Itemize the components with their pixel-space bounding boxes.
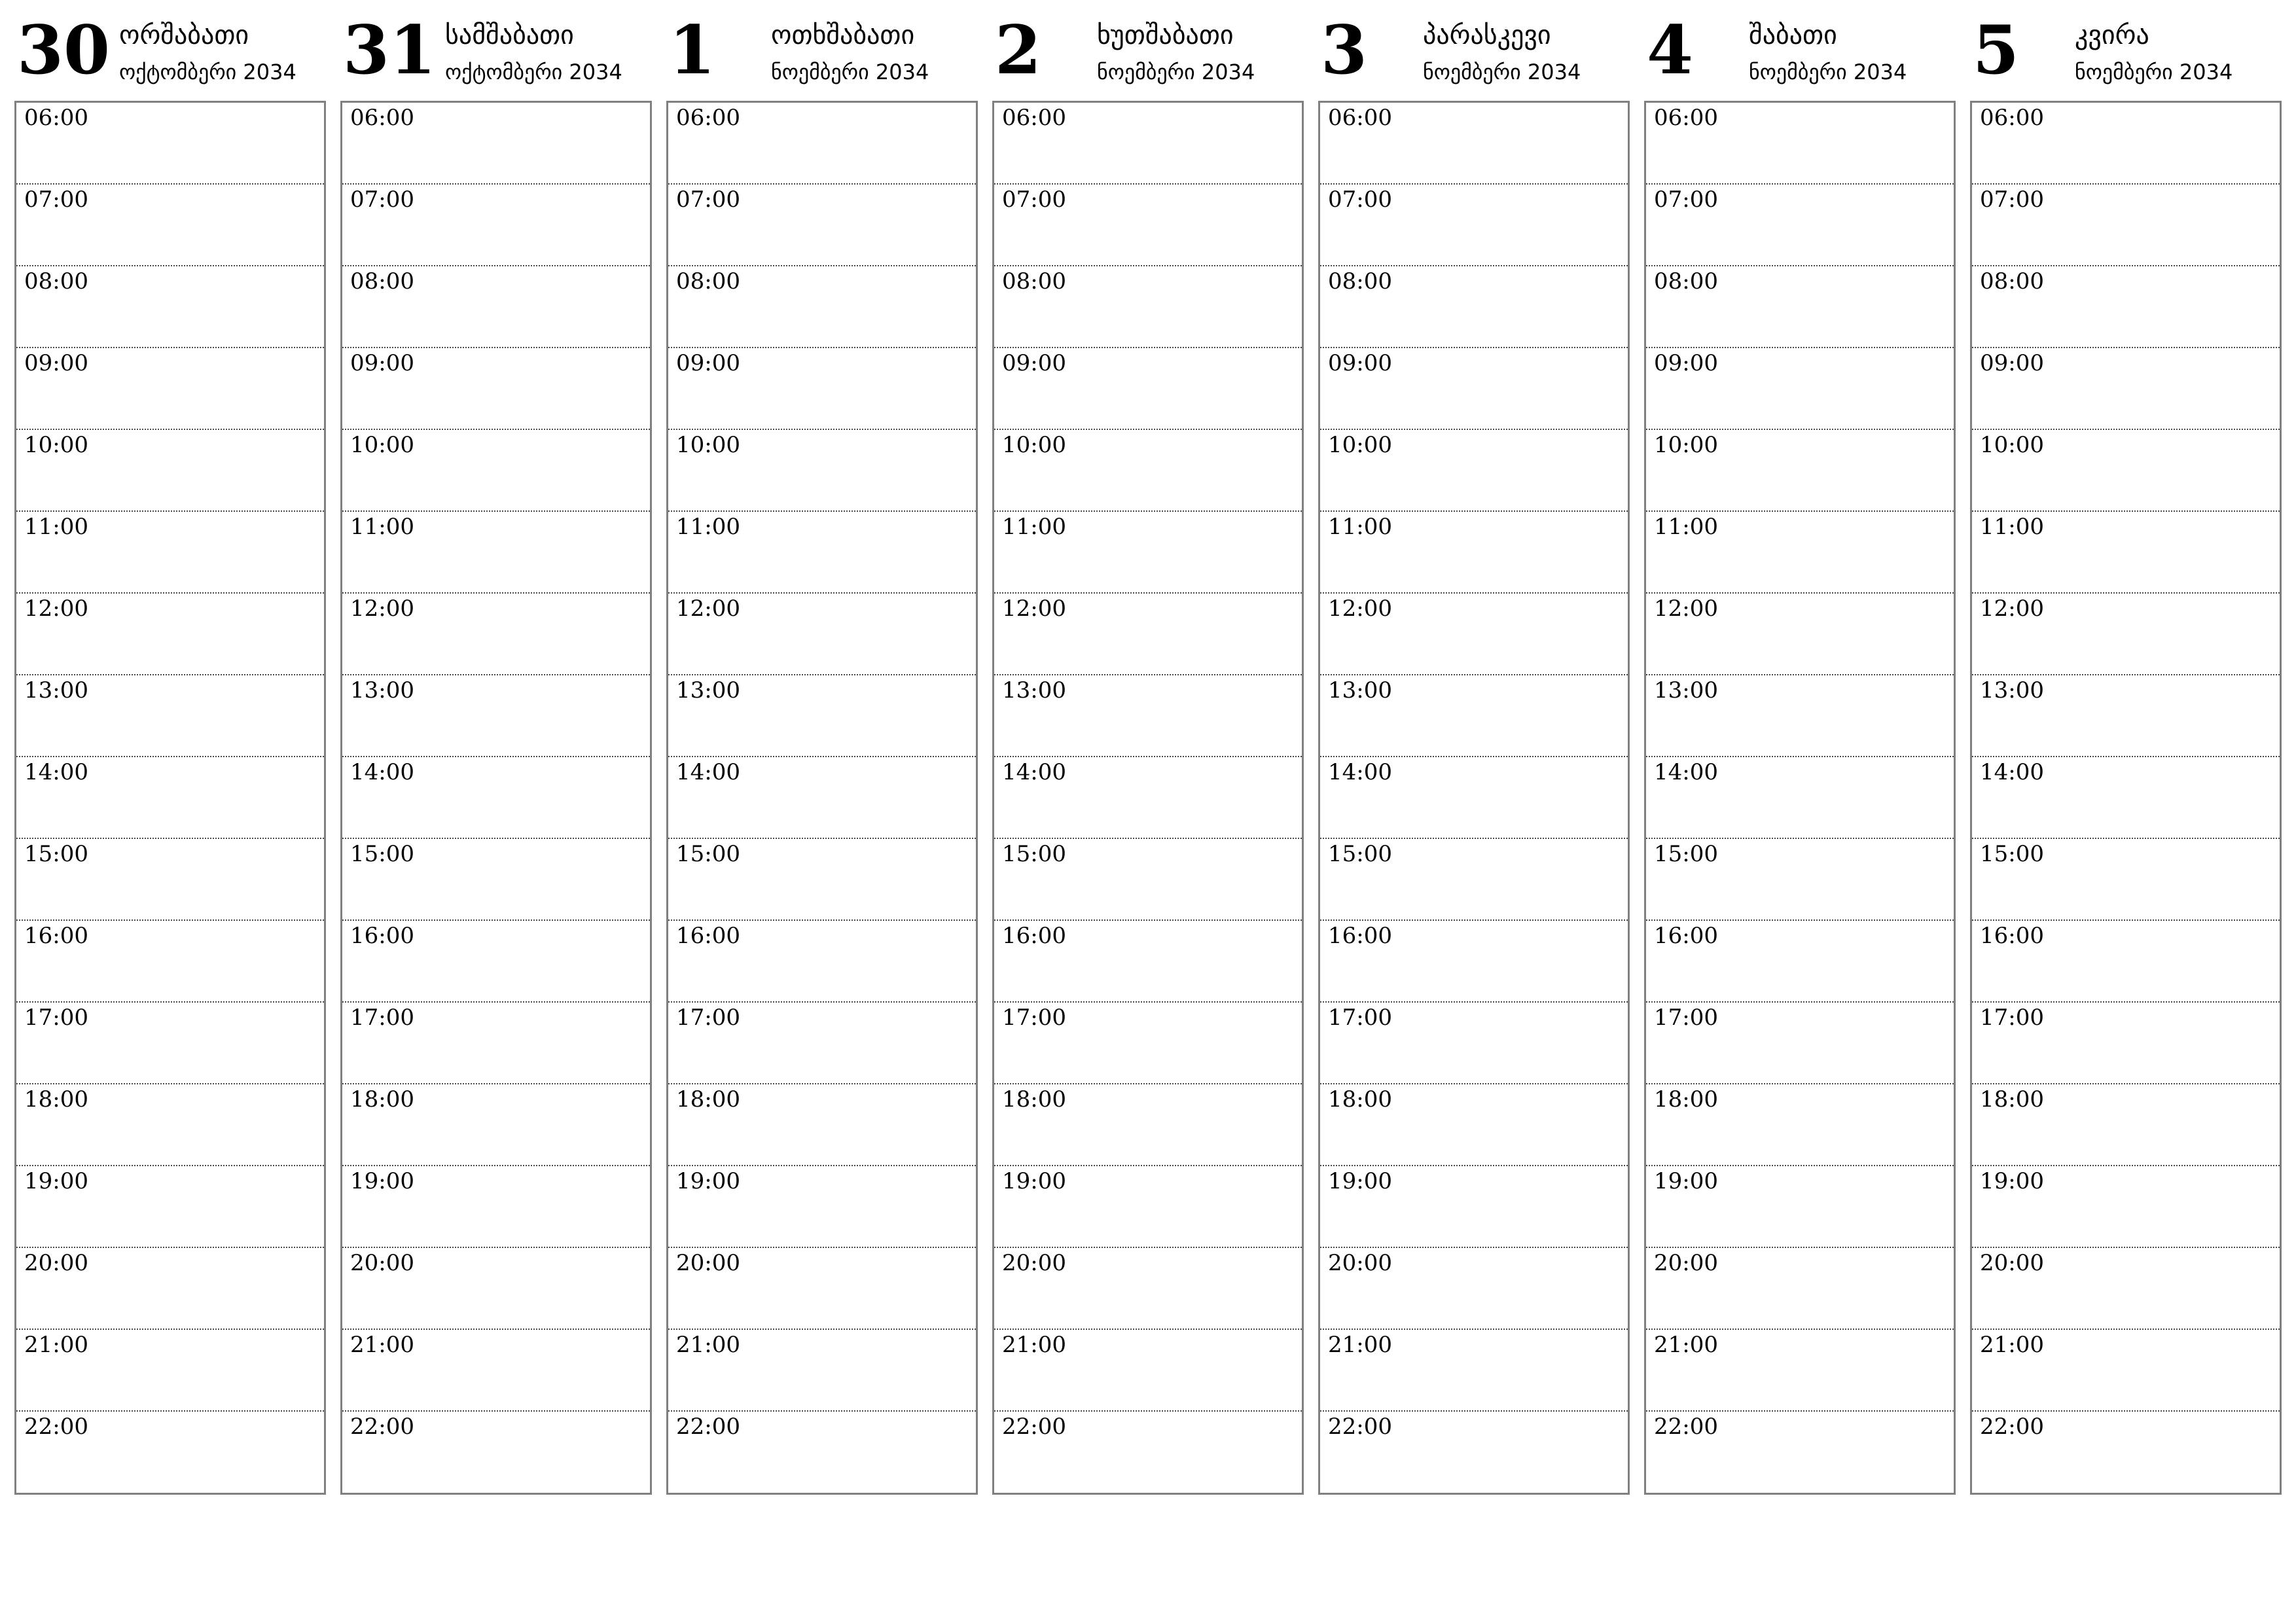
- hour-label: 07:00: [350, 187, 414, 213]
- hour-label: 10:00: [1980, 432, 2044, 458]
- hour-slot[interactable]: [1646, 266, 1954, 348]
- hour-label: 08:00: [1980, 268, 2044, 294]
- hour-slot[interactable]: [1646, 757, 1954, 839]
- hour-label: 18:00: [1002, 1086, 1066, 1113]
- hour-slot[interactable]: [994, 594, 1302, 675]
- hour-label: 06:00: [24, 105, 88, 131]
- day-number: 3: [1321, 11, 1367, 90]
- hour-slot[interactable]: [16, 839, 324, 921]
- hour-label: 19:00: [350, 1168, 414, 1194]
- hour-label: 20:00: [350, 1250, 414, 1276]
- month-year: ოქტომბერი 2034: [445, 60, 622, 84]
- hour-label: 09:00: [676, 350, 740, 376]
- day-number: 2: [995, 11, 1041, 90]
- hour-slot[interactable]: [668, 594, 976, 675]
- hour-label: 06:00: [1328, 105, 1392, 131]
- hour-slot[interactable]: [1972, 594, 2280, 675]
- hour-slot[interactable]: [994, 1166, 1302, 1248]
- hour-label: 09:00: [1328, 350, 1392, 376]
- hour-label: 15:00: [1328, 841, 1392, 867]
- hour-label: 15:00: [350, 841, 414, 867]
- hour-slot[interactable]: [342, 185, 650, 266]
- hour-label: 21:00: [24, 1332, 88, 1358]
- hour-label: 17:00: [1328, 1005, 1392, 1031]
- hour-label: 12:00: [1980, 596, 2044, 622]
- hour-label: 07:00: [676, 187, 740, 213]
- hour-slot[interactable]: [342, 1003, 650, 1084]
- hour-label: 10:00: [676, 432, 740, 458]
- hour-label: 13:00: [1654, 677, 1718, 704]
- hour-label: 11:00: [1654, 514, 1718, 540]
- hour-slot[interactable]: [342, 1412, 650, 1493]
- hour-slot[interactable]: [16, 594, 324, 675]
- hour-slot[interactable]: [994, 1084, 1302, 1166]
- hour-label: 18:00: [350, 1086, 414, 1113]
- hour-label: 13:00: [676, 677, 740, 704]
- hour-label: 18:00: [676, 1086, 740, 1113]
- hour-slot[interactable]: [994, 1248, 1302, 1330]
- hour-slot[interactable]: [994, 185, 1302, 266]
- hour-slot[interactable]: [1646, 839, 1954, 921]
- hour-slot[interactable]: [342, 839, 650, 921]
- hour-slot[interactable]: [1646, 185, 1954, 266]
- hour-slot[interactable]: [994, 430, 1302, 512]
- day-column: [1970, 11, 2282, 1500]
- hour-slot[interactable]: [16, 1084, 324, 1166]
- hour-label: 22:00: [676, 1414, 740, 1440]
- month-year: ნოემბერი 2034: [771, 60, 929, 84]
- hour-label: 18:00: [1328, 1086, 1392, 1113]
- hour-grid: [1318, 101, 1630, 1495]
- hour-slot[interactable]: [1972, 430, 2280, 512]
- hour-label: 22:00: [1980, 1414, 2044, 1440]
- hour-label: 21:00: [350, 1332, 414, 1358]
- hour-label: 22:00: [1328, 1414, 1392, 1440]
- month-year: ნოემბერი 2034: [1749, 60, 1907, 84]
- hour-label: 14:00: [1002, 759, 1066, 785]
- hour-slot[interactable]: [668, 1084, 976, 1166]
- hour-label: 22:00: [350, 1414, 414, 1440]
- hour-slot[interactable]: [994, 921, 1302, 1003]
- hour-label: 17:00: [1980, 1005, 2044, 1031]
- hour-label: 19:00: [1328, 1168, 1392, 1194]
- hour-label: 06:00: [676, 105, 740, 131]
- hour-slot[interactable]: [342, 757, 650, 839]
- weekday-name: ხუთშაბათი: [1097, 20, 1234, 50]
- hour-grid: [992, 101, 1304, 1495]
- hour-label: 06:00: [1002, 105, 1066, 131]
- hour-label: 21:00: [1328, 1332, 1392, 1358]
- hour-slot[interactable]: [1972, 921, 2280, 1003]
- hour-slot[interactable]: [1320, 594, 1628, 675]
- hour-label: 16:00: [1002, 923, 1066, 949]
- hour-slot[interactable]: [16, 512, 324, 594]
- hour-slot[interactable]: [1646, 921, 1954, 1003]
- hour-slot[interactable]: [1646, 348, 1954, 430]
- hour-label: 19:00: [676, 1168, 740, 1194]
- hour-slot[interactable]: [342, 348, 650, 430]
- hour-slot[interactable]: [668, 1412, 976, 1493]
- hour-label: 10:00: [1328, 432, 1392, 458]
- hour-label: 16:00: [350, 923, 414, 949]
- hour-grid: [340, 101, 652, 1495]
- hour-slot[interactable]: [1972, 1003, 2280, 1084]
- hour-slot[interactable]: [1320, 839, 1628, 921]
- hour-slot[interactable]: [1646, 675, 1954, 757]
- hour-label: 20:00: [1328, 1250, 1392, 1276]
- hour-slot[interactable]: [1320, 512, 1628, 594]
- hour-slot[interactable]: [342, 594, 650, 675]
- hour-slot[interactable]: [994, 103, 1302, 185]
- day-number: 1: [669, 11, 715, 90]
- hour-slot[interactable]: [668, 1166, 976, 1248]
- hour-slot[interactable]: [16, 921, 324, 1003]
- hour-slot[interactable]: [1972, 1084, 2280, 1166]
- hour-slot[interactable]: [668, 1248, 976, 1330]
- hour-slot[interactable]: [1320, 1084, 1628, 1166]
- day-header: [992, 11, 1304, 101]
- hour-label: 15:00: [24, 841, 88, 867]
- hour-slot[interactable]: [994, 348, 1302, 430]
- hour-label: 20:00: [24, 1250, 88, 1276]
- hour-slot[interactable]: [668, 757, 976, 839]
- hour-label: 17:00: [676, 1005, 740, 1031]
- hour-label: 15:00: [1980, 841, 2044, 867]
- month-year: ნოემბერი 2034: [2075, 60, 2233, 84]
- day-number: 31: [343, 11, 436, 90]
- hour-slot[interactable]: [16, 103, 324, 185]
- hour-grid: [666, 101, 978, 1495]
- hour-label: 07:00: [1654, 187, 1718, 213]
- hour-label: 09:00: [1002, 350, 1066, 376]
- hour-label: 06:00: [1654, 105, 1718, 131]
- day-column: [1318, 11, 1630, 1500]
- hour-label: 12:00: [350, 596, 414, 622]
- hour-slot[interactable]: [1646, 1412, 1954, 1493]
- hour-slot[interactable]: [1972, 1412, 2280, 1493]
- hour-slot[interactable]: [668, 675, 976, 757]
- hour-slot[interactable]: [342, 1166, 650, 1248]
- hour-label: 08:00: [24, 268, 88, 294]
- hour-slot[interactable]: [16, 1166, 324, 1248]
- hour-label: 21:00: [1002, 1332, 1066, 1358]
- hour-label: 18:00: [24, 1086, 88, 1113]
- hour-grid: [1644, 101, 1956, 1495]
- hour-slot[interactable]: [342, 1330, 650, 1412]
- hour-slot[interactable]: [1972, 757, 2280, 839]
- hour-label: 10:00: [350, 432, 414, 458]
- hour-slot[interactable]: [16, 266, 324, 348]
- hour-label: 14:00: [1654, 759, 1718, 785]
- hour-label: 08:00: [350, 268, 414, 294]
- hour-label: 18:00: [1980, 1086, 2044, 1113]
- hour-label: 15:00: [1002, 841, 1066, 867]
- hour-slot[interactable]: [16, 1248, 324, 1330]
- hour-slot[interactable]: [1646, 1330, 1954, 1412]
- hour-slot[interactable]: [1972, 103, 2280, 185]
- day-header: [1970, 11, 2282, 101]
- hour-label: 10:00: [1002, 432, 1066, 458]
- hour-slot[interactable]: [1320, 1330, 1628, 1412]
- hour-slot[interactable]: [342, 921, 650, 1003]
- hour-slot[interactable]: [1320, 1248, 1628, 1330]
- hour-label: 07:00: [24, 187, 88, 213]
- day-column: [992, 11, 1304, 1500]
- hour-label: 15:00: [1654, 841, 1718, 867]
- hour-slot[interactable]: [668, 1330, 976, 1412]
- hour-label: 21:00: [676, 1332, 740, 1358]
- hour-label: 14:00: [1328, 759, 1392, 785]
- hour-slot[interactable]: [342, 1084, 650, 1166]
- hour-slot[interactable]: [1972, 512, 2280, 594]
- hour-slot[interactable]: [668, 185, 976, 266]
- hour-label: 20:00: [1002, 1250, 1066, 1276]
- hour-slot[interactable]: [1320, 185, 1628, 266]
- hour-slot[interactable]: [668, 1003, 976, 1084]
- hour-slot[interactable]: [994, 1330, 1302, 1412]
- weekday-name: სამშაბათი: [445, 20, 574, 50]
- hour-label: 15:00: [676, 841, 740, 867]
- hour-slot[interactable]: [16, 1330, 324, 1412]
- hour-label: 22:00: [1654, 1414, 1718, 1440]
- hour-label: 11:00: [1980, 514, 2044, 540]
- hour-slot[interactable]: [342, 675, 650, 757]
- weekday-name: შაბათი: [1749, 20, 1837, 50]
- hour-slot[interactable]: [16, 348, 324, 430]
- hour-label: 08:00: [1654, 268, 1718, 294]
- hour-slot[interactable]: [1320, 921, 1628, 1003]
- day-column: [1644, 11, 1956, 1500]
- day-header: [1318, 11, 1630, 101]
- hour-slot[interactable]: [1646, 103, 1954, 185]
- hour-slot[interactable]: [994, 512, 1302, 594]
- weekday-name: ორშაბათი: [119, 20, 249, 50]
- hour-label: 12:00: [676, 596, 740, 622]
- hour-label: 20:00: [1980, 1250, 2044, 1276]
- hour-slot[interactable]: [16, 675, 324, 757]
- hour-label: 11:00: [1002, 514, 1066, 540]
- hour-slot[interactable]: [1320, 675, 1628, 757]
- hour-label: 16:00: [1980, 923, 2044, 949]
- hour-label: 17:00: [1002, 1005, 1066, 1031]
- hour-label: 07:00: [1328, 187, 1392, 213]
- hour-label: 22:00: [24, 1414, 88, 1440]
- hour-label: 11:00: [24, 514, 88, 540]
- hour-slot[interactable]: [342, 103, 650, 185]
- day-column: [340, 11, 652, 1500]
- hour-label: 16:00: [1654, 923, 1718, 949]
- hour-slot[interactable]: [1972, 1248, 2280, 1330]
- month-year: ოქტომბერი 2034: [119, 60, 296, 84]
- hour-slot[interactable]: [1972, 266, 2280, 348]
- weekday-name: პარასკევი: [1423, 20, 1551, 50]
- month-year: ნოემბერი 2034: [1097, 60, 1255, 84]
- hour-label: 11:00: [1328, 514, 1392, 540]
- hour-slot[interactable]: [668, 921, 976, 1003]
- hour-label: 17:00: [24, 1005, 88, 1031]
- hour-slot[interactable]: [1320, 757, 1628, 839]
- weekday-name: ოთხშაბათი: [771, 20, 915, 50]
- hour-slot[interactable]: [668, 512, 976, 594]
- hour-slot[interactable]: [1320, 430, 1628, 512]
- hour-slot[interactable]: [668, 103, 976, 185]
- day-header: [14, 11, 326, 101]
- day-header: [1644, 11, 1956, 101]
- hour-slot[interactable]: [994, 675, 1302, 757]
- hour-label: 08:00: [676, 268, 740, 294]
- hour-label: 13:00: [1002, 677, 1066, 704]
- hour-label: 14:00: [676, 759, 740, 785]
- hour-slot[interactable]: [1972, 1330, 2280, 1412]
- hour-label: 16:00: [676, 923, 740, 949]
- hour-slot[interactable]: [994, 266, 1302, 348]
- hour-label: 11:00: [350, 514, 414, 540]
- hour-slot[interactable]: [1972, 839, 2280, 921]
- hour-grid: [1970, 101, 2282, 1495]
- hour-label: 20:00: [676, 1250, 740, 1276]
- day-number: 5: [1973, 11, 2019, 90]
- hour-label: 09:00: [1654, 350, 1718, 376]
- hour-slot[interactable]: [668, 839, 976, 921]
- hour-label: 12:00: [24, 596, 88, 622]
- day-number: 4: [1647, 11, 1693, 90]
- hour-slot[interactable]: [1320, 266, 1628, 348]
- hour-slot[interactable]: [16, 185, 324, 266]
- hour-label: 08:00: [1002, 268, 1066, 294]
- month-year: ნოემბერი 2034: [1423, 60, 1581, 84]
- hour-slot[interactable]: [16, 757, 324, 839]
- hour-label: 16:00: [24, 923, 88, 949]
- hour-label: 06:00: [1980, 105, 2044, 131]
- hour-label: 12:00: [1002, 596, 1066, 622]
- hour-slot[interactable]: [342, 266, 650, 348]
- hour-slot[interactable]: [994, 1003, 1302, 1084]
- hour-label: 13:00: [1980, 677, 2044, 704]
- day-column: [14, 11, 326, 1500]
- hour-label: 18:00: [1654, 1086, 1718, 1113]
- hour-label: 12:00: [1328, 596, 1392, 622]
- hour-slot[interactable]: [16, 1003, 324, 1084]
- hour-label: 14:00: [24, 759, 88, 785]
- hour-slot[interactable]: [1646, 594, 1954, 675]
- hour-slot[interactable]: [1646, 1084, 1954, 1166]
- day-header: [666, 11, 978, 101]
- hour-label: 19:00: [1002, 1168, 1066, 1194]
- day-number: 30: [17, 11, 110, 90]
- hour-label: 09:00: [350, 350, 414, 376]
- hour-label: 21:00: [1980, 1332, 2044, 1358]
- hour-slot[interactable]: [668, 266, 976, 348]
- hour-slot[interactable]: [342, 512, 650, 594]
- hour-slot[interactable]: [1646, 1166, 1954, 1248]
- hour-slot[interactable]: [994, 839, 1302, 921]
- hour-slot[interactable]: [16, 430, 324, 512]
- hour-slot[interactable]: [1646, 430, 1954, 512]
- hour-label: 09:00: [1980, 350, 2044, 376]
- hour-slot[interactable]: [1646, 512, 1954, 594]
- hour-label: 13:00: [350, 677, 414, 704]
- hour-label: 19:00: [1980, 1168, 2044, 1194]
- hour-slot[interactable]: [1320, 1412, 1628, 1493]
- hour-label: 08:00: [1328, 268, 1392, 294]
- hour-label: 07:00: [1002, 187, 1066, 213]
- hour-slot[interactable]: [1320, 103, 1628, 185]
- hour-slot[interactable]: [1972, 1166, 2280, 1248]
- hour-label: 22:00: [1002, 1414, 1066, 1440]
- hour-label: 06:00: [350, 105, 414, 131]
- hour-slot[interactable]: [342, 430, 650, 512]
- hour-slot[interactable]: [1320, 1003, 1628, 1084]
- hour-label: 14:00: [350, 759, 414, 785]
- hour-label: 17:00: [1654, 1005, 1718, 1031]
- hour-slot[interactable]: [16, 1412, 324, 1493]
- hour-slot[interactable]: [1646, 1003, 1954, 1084]
- hour-label: 10:00: [24, 432, 88, 458]
- hour-label: 21:00: [1654, 1332, 1718, 1358]
- hour-slot[interactable]: [1972, 348, 2280, 430]
- hour-slot[interactable]: [1320, 348, 1628, 430]
- hour-label: 17:00: [350, 1005, 414, 1031]
- hour-label: 14:00: [1980, 759, 2044, 785]
- hour-label: 13:00: [24, 677, 88, 704]
- hour-slot[interactable]: [342, 1248, 650, 1330]
- hour-slot[interactable]: [1972, 675, 2280, 757]
- hour-label: 13:00: [1328, 677, 1392, 704]
- hour-label: 16:00: [1328, 923, 1392, 949]
- hour-slot[interactable]: [994, 1412, 1302, 1493]
- day-column: [666, 11, 978, 1500]
- hour-label: 19:00: [24, 1168, 88, 1194]
- hour-label: 09:00: [24, 350, 88, 376]
- hour-slot[interactable]: [1972, 185, 2280, 266]
- hour-grid: [14, 101, 326, 1495]
- hour-label: 12:00: [1654, 596, 1718, 622]
- hour-slot[interactable]: [1646, 1248, 1954, 1330]
- hour-label: 20:00: [1654, 1250, 1718, 1276]
- hour-label: 10:00: [1654, 432, 1718, 458]
- hour-label: 11:00: [676, 514, 740, 540]
- weekday-name: კვირა: [2075, 20, 2149, 50]
- hour-label: 19:00: [1654, 1168, 1718, 1194]
- hour-slot[interactable]: [994, 757, 1302, 839]
- weekly-planner: [14, 11, 2283, 1500]
- day-header: [340, 11, 652, 101]
- hour-slot[interactable]: [1320, 1166, 1628, 1248]
- hour-slot[interactable]: [668, 430, 976, 512]
- hour-label: 07:00: [1980, 187, 2044, 213]
- hour-slot[interactable]: [668, 348, 976, 430]
